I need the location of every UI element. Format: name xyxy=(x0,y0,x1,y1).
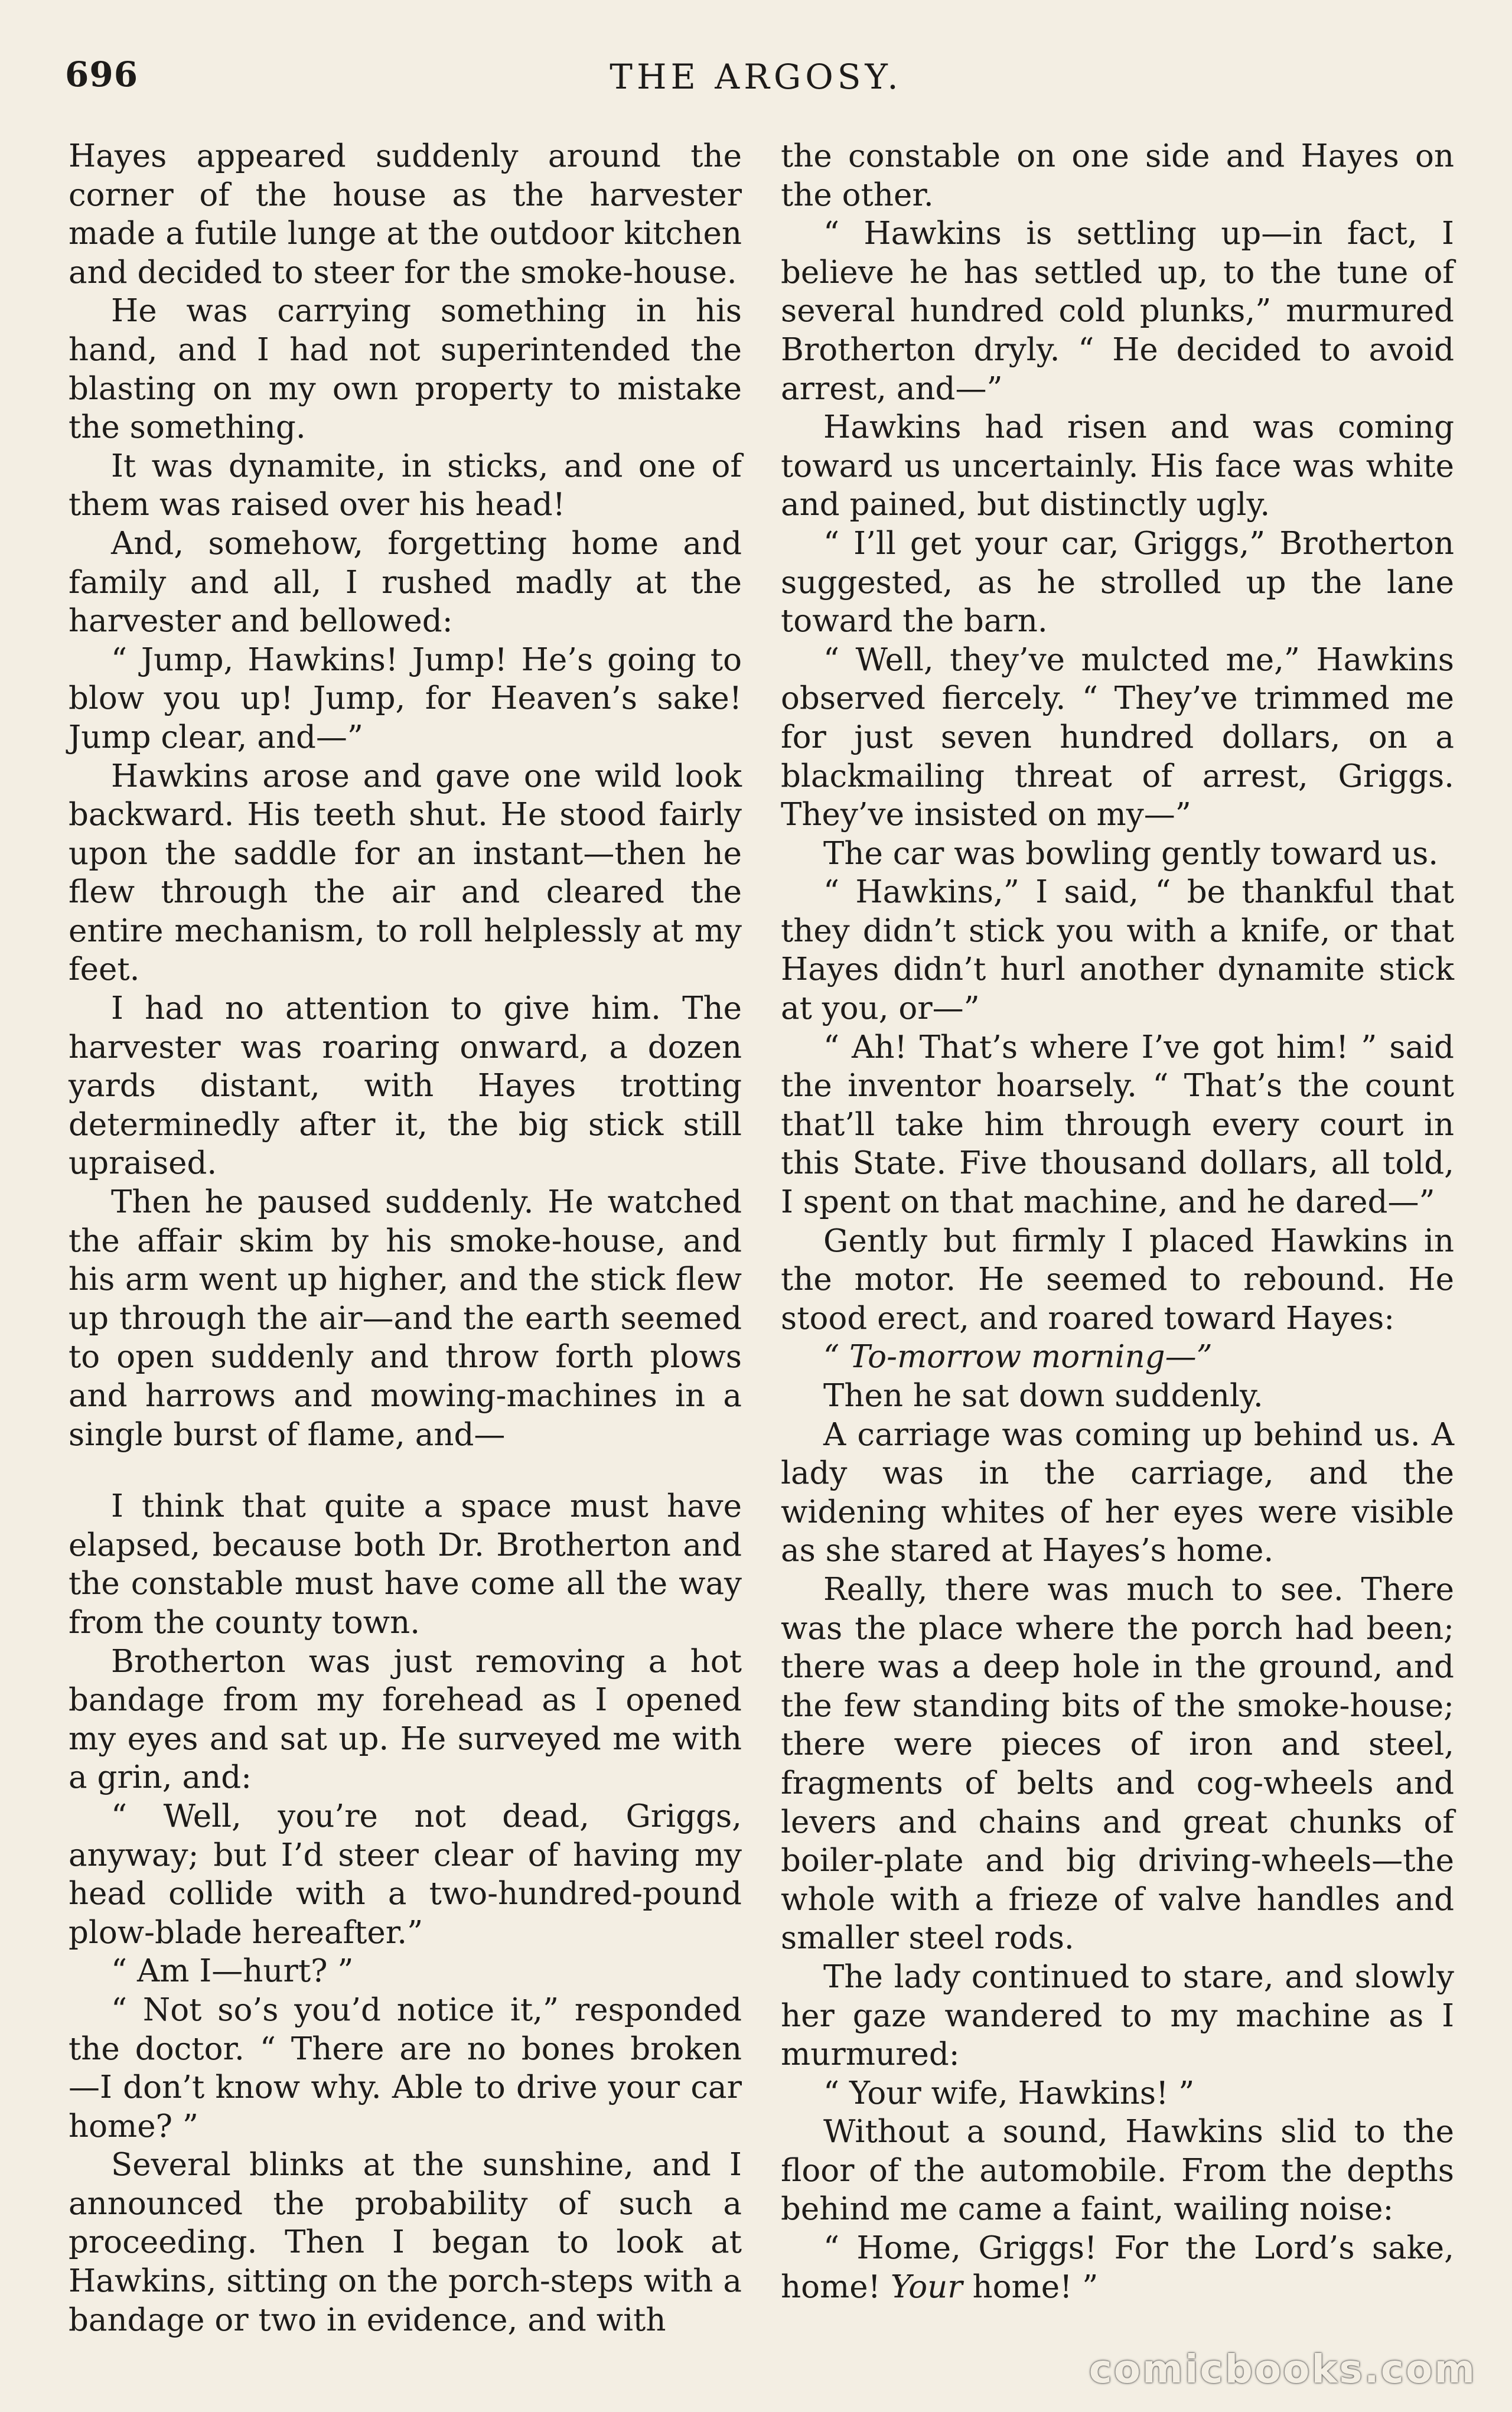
paragraph: “ Ah! That’s where I’ve got him! ” said the inventor hoarsely. “ That’s the count that’ll take him through every court in this State. Five thousand dollars, all told, I spent on that machine, and he dared—” xyxy=(781,1029,1454,1221)
paragraph: “ Your wife, Hawkins! ” xyxy=(823,2075,1195,2111)
paragraph: “ I’ll get your car, Griggs,” Brotherton suggested, as he strolled up the lane toward the barn. xyxy=(781,525,1454,640)
paragraph: the constable on one side and Hayes on the other. xyxy=(781,138,1454,213)
left-text-column xyxy=(69,137,742,2339)
paragraph: Really, there was much to see. There was the place where the porch had been; there was a deep hole in the ground, and the few standing bits of the smoke-house; there were pieces of iron and steel, fragments of belts and cog-wheels and levers and chains and great chunks of boiler-plate and big driving-wheels—the whole with a frieze of valve handles and smaller steel rods. xyxy=(781,1571,1454,1957)
paragraph: “ Jump, Hawkins! Jump! He’s going to blow you up! Jump, for Heaven’s sake! Jump clear, and—” xyxy=(69,641,742,755)
paragraph: It was dynamite, in sticks, and one of them was raised over his head! xyxy=(69,448,742,523)
paragraph: Gently but firmly I placed Hawkins in the motor. He seemed to rebound. He stood erect, and roared toward Hayes: xyxy=(781,1223,1454,1337)
paragraph: A carriage was coming up behind us. A lady was in the carriage, and the widening whites of her eyes were visible as she stared at Hayes’s home. xyxy=(781,1416,1454,1569)
paragraph: Hayes appeared suddenly around the corner of the house as the harvester made a futile lunge at the outdoor kitchen and decided to steer for the smoke-house. xyxy=(69,138,742,291)
running-head-title: THE ARGOSY. xyxy=(610,57,902,97)
paragraph: “ Hawkins is settling up—in fact, I believe he has settled up, to the tune of several hundred cold plunks,” murmured Brotherton dryly. “ He decided to avoid arrest, and—” xyxy=(781,216,1454,407)
emphasis-text: Your xyxy=(890,2268,963,2305)
paragraph: And, somehow, forgetting home and family and all, I rushed madly at the harvester and bellowed: xyxy=(69,525,742,640)
paragraph xyxy=(781,2229,1454,2306)
paragraph: Hawkins had risen and was coming toward us uncertainly. His face was white and pained, but distinctly ugly. xyxy=(781,409,1454,523)
paragraph: “ Well, you’re not dead, Griggs, anyway; but I’d steer clear of having my head collide with a two-hundred-pound plow-blade hereafter.” xyxy=(69,1798,742,1951)
paragraph: The lady continued to stare, and slowly her gaze wandered to my machine as I murmured: xyxy=(781,1958,1454,2073)
paragraph: Brotherton was just removing a hot bandage from my forehead as I opened my eyes and sat up. He surveyed me with a grin, and: xyxy=(69,1643,742,1796)
paragraph: “ Hawkins,” I said, “ be thankful that they didn’t stick you with a knife, or that Hayes didn’t hurl another dynamite stick at you, or—” xyxy=(781,874,1454,1027)
paragraph: Hawkins arose and gave one wild look backward. His teeth shut. He stood fairly upon the saddle for an instant—then he flew through the air and cleared the entire mechanism, to roll helplessly at my feet. xyxy=(69,758,742,988)
paragraph: “ Am I—hurt? ” xyxy=(111,1953,354,1990)
paragraph: Then he paused suddenly. He watched the affair skim by his smoke-house, and his arm went up higher, and the stick flew up through the air—and the earth seemed to open suddenly and throw forth plows and harrows and mowing-machines in a single burst of flame, and— xyxy=(69,1184,742,1453)
paragraph: The car was bowling gently toward us. xyxy=(823,835,1439,872)
paragraph: “ Not so’s you’d notice it,” responded the doctor. “ There are no bones broken —I don’t know why. Able to drive your car home? ” xyxy=(69,1991,742,2144)
paragraph: “ To-morrow morning—” xyxy=(823,1339,1213,1376)
page-number: 696 xyxy=(65,54,139,94)
paragraph-text: “ Home, Griggs! For the Lord’s sake, home! xyxy=(781,2230,1454,2305)
paragraph: He was carrying something in his hand, and I had not superintended the blasting on my own property to mistake the something. xyxy=(69,293,742,446)
paragraph: Without a sound, Hawkins slid to the floor of the automobile. From the depths behind me came a faint, wailing noise: xyxy=(781,2114,1454,2228)
watermark: comicbooks.com xyxy=(1089,2346,1477,2392)
paragraph: “ Well, they’ve mulcted me,” Hawkins observed fiercely. “ They’ve trimmed me for just seven hundred dollars, on a blackmailing threat of arrest, Griggs. They’ve insisted on my—” xyxy=(781,641,1454,833)
paragraph: Several blinks at the sunshine, and I announced the probability of such a proceeding. Then I began to look at Hawkins, sitting on the porch-steps with a bandage or two in evidence, and with xyxy=(69,2147,742,2338)
paragraph: I think that quite a space must have elapsed, because both Dr. Brotherton and the constable must have come all the way from the county town. xyxy=(69,1488,742,1641)
paragraph-text: home! ” xyxy=(972,2268,1099,2305)
paragraph: Then he sat down suddenly. xyxy=(823,1378,1263,1414)
right-text-column xyxy=(781,137,1454,2306)
paragraph: I had no attention to give him. The harvester was roaring onward, a dozen yards distant, with Hayes trotting determinedly after it, the big stick still upraised. xyxy=(69,990,742,1182)
